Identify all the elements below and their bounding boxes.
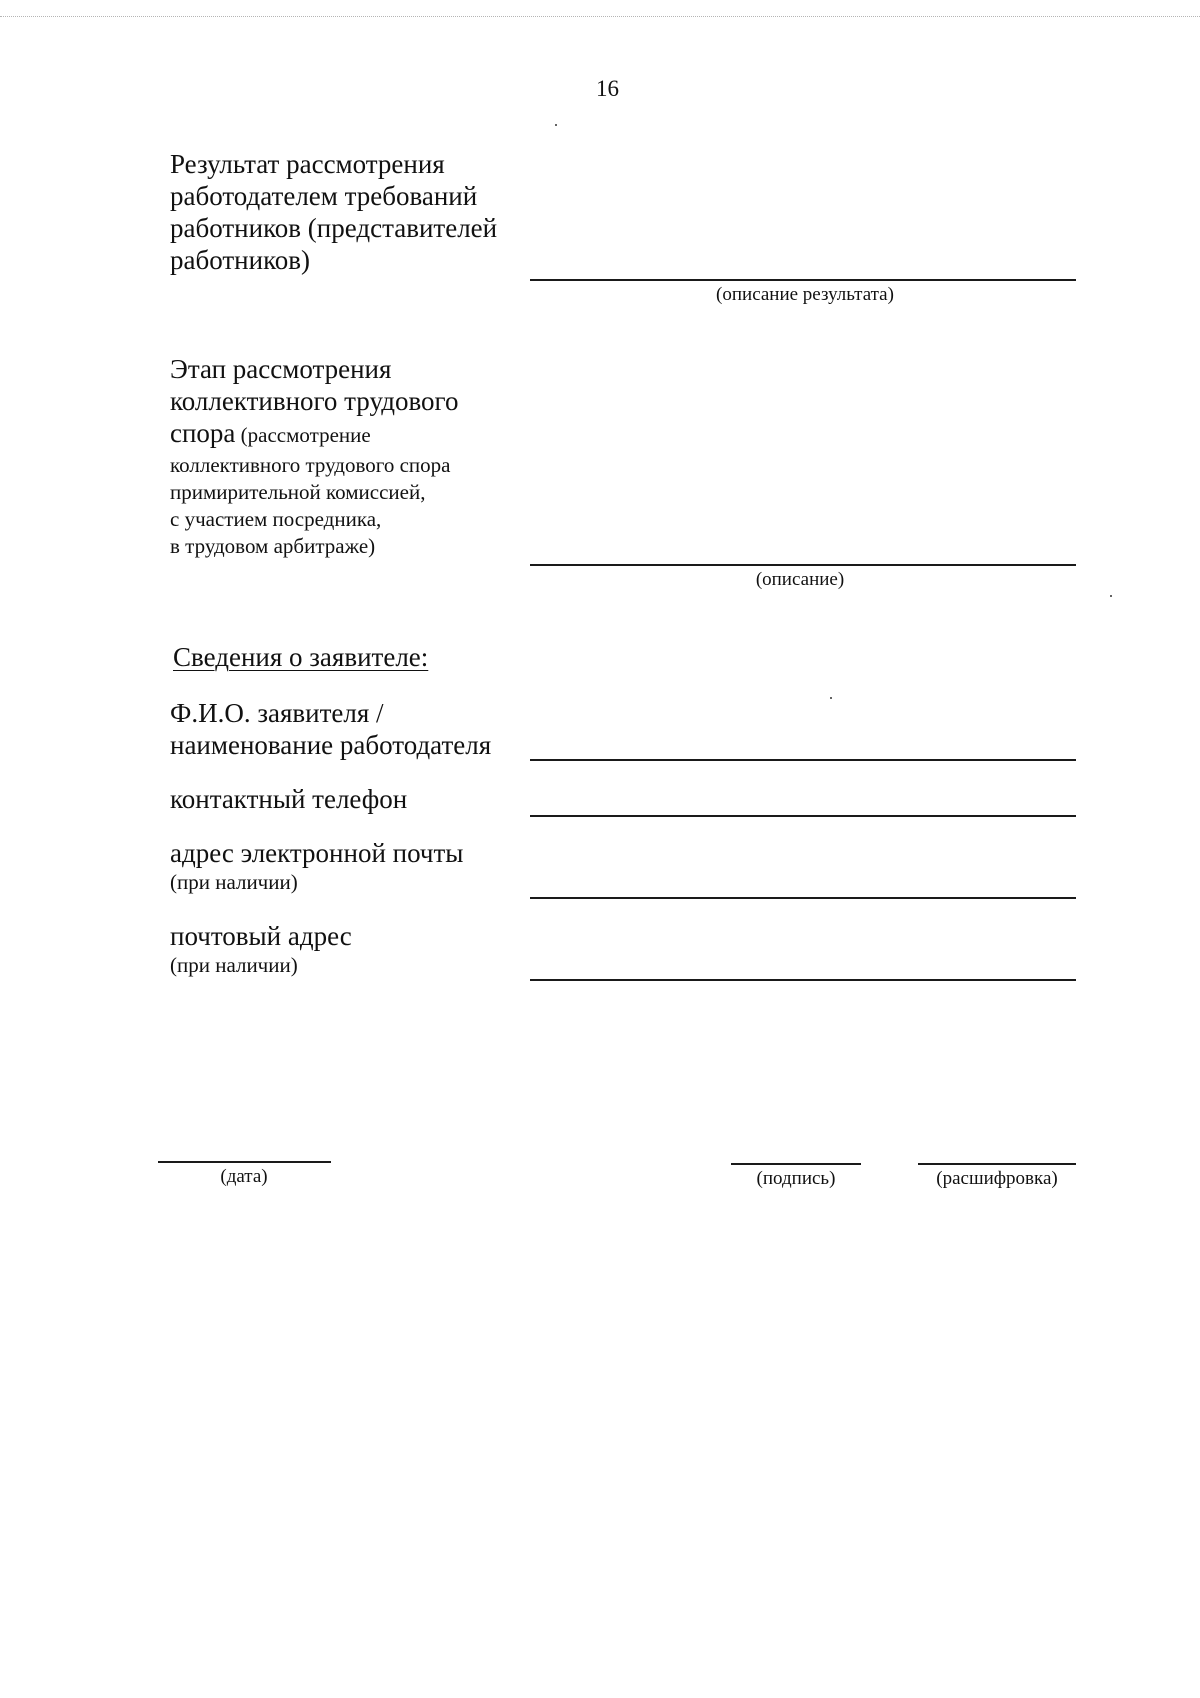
page-number: 16 bbox=[596, 76, 619, 101]
date-caption: (дата) bbox=[220, 1166, 268, 1187]
stage-label-line-mixed bbox=[170, 417, 458, 451]
signature-caption: (подпись) bbox=[756, 1168, 836, 1189]
email-field-label bbox=[170, 837, 463, 895]
applicant-heading: Сведения о заявителе: bbox=[173, 642, 429, 672]
postal-field-note: (при наличии) bbox=[170, 953, 298, 977]
scan-edge bbox=[0, 16, 1200, 17]
signature-line[interactable] bbox=[731, 1163, 861, 1165]
stage-label-small-part: (рассмотрение bbox=[235, 423, 371, 447]
stage-description-caption: (описание) bbox=[755, 569, 845, 590]
scan-speck bbox=[830, 697, 832, 699]
stage-detail-line: примирительной комиссией, bbox=[170, 480, 426, 504]
date-line[interactable] bbox=[158, 1161, 331, 1163]
postal-field-label bbox=[170, 920, 352, 978]
stage-detail-line: в трудовом арбитраже) bbox=[170, 534, 376, 558]
email-field-note: (при наличии) bbox=[170, 870, 298, 894]
stage-label bbox=[170, 353, 458, 451]
stage-label-details bbox=[170, 452, 451, 560]
phone-field-line[interactable] bbox=[530, 815, 1076, 817]
name-field-label-line: наименование работодателя bbox=[170, 730, 492, 760]
name-field-line[interactable] bbox=[530, 759, 1076, 761]
result-description-line[interactable] bbox=[530, 279, 1076, 281]
stage-detail-line: с участием посредника, bbox=[170, 507, 382, 531]
scan-speck bbox=[1110, 595, 1112, 597]
name-field-label-line: Ф.И.О. заявителя / bbox=[170, 698, 384, 728]
stage-label-line: Этап рассмотрения bbox=[170, 354, 392, 384]
result-label-line: Результат рассмотрения bbox=[170, 149, 445, 179]
transcript-caption: (расшифровка) bbox=[936, 1168, 1058, 1189]
email-field-label-line: адрес электронной почты bbox=[170, 838, 464, 868]
stage-detail-line: коллективного трудового спора bbox=[170, 453, 451, 477]
result-label-line: работодателем требований bbox=[170, 181, 478, 211]
result-label bbox=[170, 148, 497, 276]
postal-field-label-line: почтовый адрес bbox=[170, 921, 352, 951]
scan-speck bbox=[555, 124, 557, 126]
postal-field-line[interactable] bbox=[530, 979, 1076, 981]
stage-description-line[interactable] bbox=[530, 564, 1076, 566]
email-field-line[interactable] bbox=[530, 897, 1076, 899]
stage-label-large-part: спора bbox=[170, 418, 236, 448]
result-label-line: работников (представителей bbox=[170, 213, 498, 243]
transcript-line[interactable] bbox=[918, 1163, 1076, 1165]
result-description-caption: (описание результата) bbox=[716, 284, 894, 305]
phone-field-label: контактный телефон bbox=[170, 784, 408, 814]
stage-label-line: коллективного трудового bbox=[170, 386, 459, 416]
name-field-label bbox=[170, 697, 491, 761]
result-label-line: работников) bbox=[170, 245, 311, 275]
